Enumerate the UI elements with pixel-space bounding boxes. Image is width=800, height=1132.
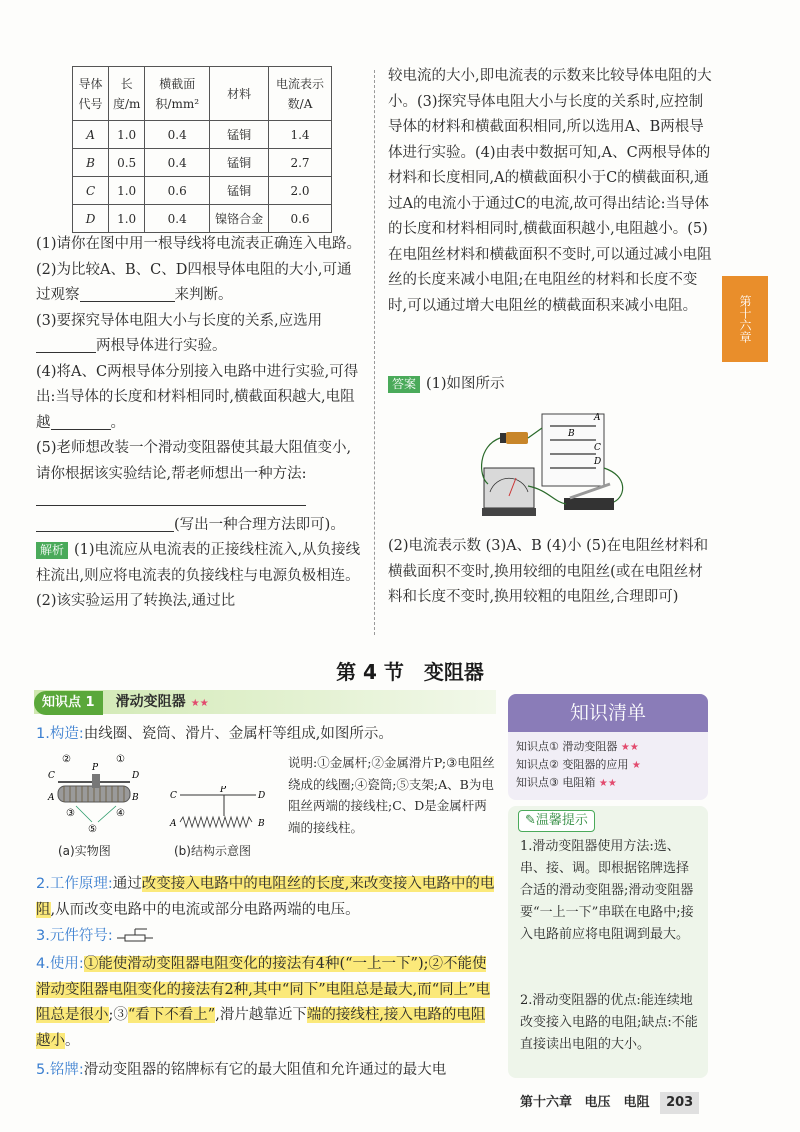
label-A: A [594, 413, 601, 423]
item-symbol: 3.元件符号: [36, 924, 498, 950]
knowledge-point-badge: 知识点 1 [34, 691, 103, 715]
item-nameplate: 5.铭牌:滑动变阻器的铭牌标有它的最大阻值和允许通过的最大电 [36, 1062, 447, 1078]
table-cell: 镍铬合金 [210, 205, 269, 233]
table-cell: D [73, 205, 109, 233]
table-cell: 锰铜 [210, 177, 269, 205]
answer-blank[interactable] [51, 413, 111, 430]
tip-1: 1.滑动变阻器使用方法:选、串、接、调。即根据铭牌选择合适的滑动变阻器;滑动变阻器要“一上一下”串联在电路中;接入电路前应将电阻调到最大。 [520, 839, 694, 942]
table-cell: 0.4 [145, 121, 210, 149]
fig-label: A [48, 793, 55, 803]
fig-label: D [132, 771, 140, 781]
table-cell: 0.4 [145, 149, 210, 177]
item-usage: 4.使用:①能使滑动变阻器电阻变化的接法有4种(“一上一下”);②不能使滑动变阻器电阻变化的接法有2种,其中“同下”电阻总是最大,而“同上”电阻总是很小;③“看下不看上”,滑片越靠近下端的接线柱,接入电路的电阻越小。 [36, 956, 491, 1049]
fig-label: ④ [116, 808, 125, 819]
table-cell: 1.0 [109, 121, 145, 149]
table-header: 横截面积/mm² [145, 67, 210, 121]
rheostat-symbol-icon [117, 928, 153, 942]
table-row [73, 205, 332, 233]
fig-a-caption: (a)实物图 [58, 844, 111, 858]
fig-label: D [258, 791, 266, 801]
question-4: (4)将A、C两根导体分别接入电路中进行实验,可得出:当导体的长度和材料相同时,横截面积越大,电阻越 。 [36, 363, 359, 431]
fig-label: B [258, 819, 265, 829]
table-cell: 2.7 [269, 149, 332, 177]
item-principle: 2.工作原理:通过改变接入电路中的电阻丝的长度,来改变接入电路中的电阻,从而改变电路中的电流或部分电路两端的电压。 [36, 876, 495, 918]
label-B: B [568, 429, 575, 439]
label-C: C [594, 443, 601, 453]
table-row [73, 149, 332, 177]
fig-label: ② [62, 754, 71, 765]
table-header: 电流表示数/A [269, 67, 332, 121]
tips-icon: ✎ [525, 813, 536, 828]
table-cell: 锰铜 [210, 149, 269, 177]
knowledge-list-item[interactable]: 知识点③ 电阻箱 ★★ [516, 776, 617, 789]
table-header: 导体代号 [73, 67, 109, 121]
table-cell: 0.5 [109, 149, 145, 177]
tips-panel [508, 806, 708, 1078]
fig-label: C [48, 771, 55, 781]
circuit-diagram [478, 406, 638, 524]
fig-label: C [170, 791, 177, 801]
fig-label: ① [116, 754, 125, 765]
knowledge-list-panel [508, 694, 708, 800]
answer-tag: 答案 [388, 376, 420, 393]
table-cell: C [73, 177, 109, 205]
answer-blank[interactable] [36, 489, 306, 506]
analysis-tag: 解析 [36, 542, 68, 559]
fig-label: A [170, 819, 177, 829]
answer-text: (2)电流表示数 (3)A、B (4)小 (5)在电阻丝材料和横截面积不变时,换用较细的电阻丝(或在电阻丝材料和长度不变时,换用较粗的电阻丝,合理即可) [388, 538, 709, 605]
rheostat-photo-figure [46, 750, 146, 836]
analysis-right: 较电流的大小,即电流表的示数来比较导体电阻的大小。(3)探究导体电阻大小与长度的关系时,应控制导体的材料和横截面积相同,所以选用A、B两根导体进行实验。(4)由表中数据可知,A、C两根导体的材料和长度相同,A的横截面积小于C的横截面积,通过A的电流小于通过C的电流,故可得出结论:当导体的长度和材料相同时,横截面积越小,电阻越小。(5)在电阻丝材料和横截面积不变时,可以通过减小电阻丝的长度来减小电阻;在电阻丝的材料和长度不变时,可以通过增大电阻丝的横截面积来减小电阻。 [388, 68, 712, 314]
answer-blank[interactable] [36, 515, 174, 532]
page-number: 203 [660, 1092, 699, 1114]
questions-block [36, 232, 364, 615]
question-5: (5)老师想改装一个滑动变阻器使其最大阻值变小,请你根据该实验结论,帮老师想出一种方法: (写出一种合理方法即可)。 [36, 440, 352, 533]
data-table [72, 66, 332, 233]
footer-title: 电压 电阻 [584, 1095, 650, 1110]
knowledge-list-item[interactable]: 知识点① 滑动变阻器 ★★ [516, 740, 639, 753]
fig-label: P [220, 786, 227, 795]
answer-line: 答案 (1)如图所示 [388, 372, 712, 398]
label-D: D [594, 457, 602, 467]
fig-label: ⑤ [88, 824, 97, 835]
knowledge-point-title: 滑动变阻器 [115, 694, 186, 710]
rheostat-structure-figure [168, 786, 268, 836]
table-cell: 0.4 [145, 205, 210, 233]
answer-blank[interactable] [80, 285, 175, 302]
table-cell: 0.6 [145, 177, 210, 205]
table-header: 材料 [210, 67, 269, 121]
question-1: (1)请你在图中用一根导线将电流表正确连入电路。 [36, 236, 362, 252]
knowledge-list-title: 知识清单 [508, 694, 708, 732]
footer-chapter: 第十六章 [520, 1095, 573, 1110]
item-construction: 1.构造:由线圈、瓷筒、滑片、金属杆等组成,如图所示。 [36, 726, 393, 742]
fig-label: P [92, 763, 99, 773]
table-cell: B [73, 149, 109, 177]
table-cell: 1.4 [269, 121, 332, 149]
table-header: 长度/m [109, 67, 145, 121]
fig-label: ③ [66, 808, 75, 819]
switch-icon [564, 498, 614, 510]
column-divider [374, 70, 375, 635]
knowledge-list-item[interactable]: 知识点② 变阻器的应用 ★ [516, 758, 641, 771]
table-cell: 1.0 [109, 177, 145, 205]
table-row [73, 121, 332, 149]
figure-note: 说明:①金属杆;②金属滑片P;③电阻丝绕成的线圈;④瓷筒;⑤支架;A、B为电阻丝两端的接线柱;C、D是金属杆两端的接线柱。 [288, 755, 495, 835]
table-cell: 锰铜 [210, 121, 269, 149]
analysis-left: 解析 (1)电流应从电流表的正接线柱流入,从负接线柱流出,则应将电流表的负接线柱与电源负极相连。(2)该实验运用了转换法,通过比 [36, 542, 361, 609]
table-cell: 0.6 [269, 205, 332, 233]
section-title: 第 4 节 变阻器 [336, 660, 484, 684]
knowledge-point-bar [34, 690, 496, 714]
chapter-side-tab: 第十六章 [722, 276, 768, 362]
table-cell: A [73, 121, 109, 149]
table-cell: 1.0 [109, 205, 145, 233]
tips-title: ✎温馨提示 [518, 810, 595, 832]
question-2: (2)为比较A、B、C、D四根导体电阻的大小,可通过观察 来判断。 [36, 261, 352, 303]
page-footer [520, 1092, 780, 1114]
table-cell: 2.0 [269, 177, 332, 205]
question-3: (3)要探究导体电阻大小与长度的关系,应选用 两根导体进行实验。 [36, 312, 323, 354]
table-row [73, 177, 332, 205]
tip-2: 2.滑动变阻器的优点:能连续地改变接入电路的电阻;缺点:不能直接读出电阻的大小。 [520, 993, 698, 1052]
fig-label: B [132, 793, 139, 803]
importance-stars: ★★ [190, 698, 209, 709]
fig-b-caption: (b)结构示意图 [174, 844, 251, 858]
battery-icon [506, 432, 528, 444]
answer-blank[interactable] [36, 336, 96, 353]
